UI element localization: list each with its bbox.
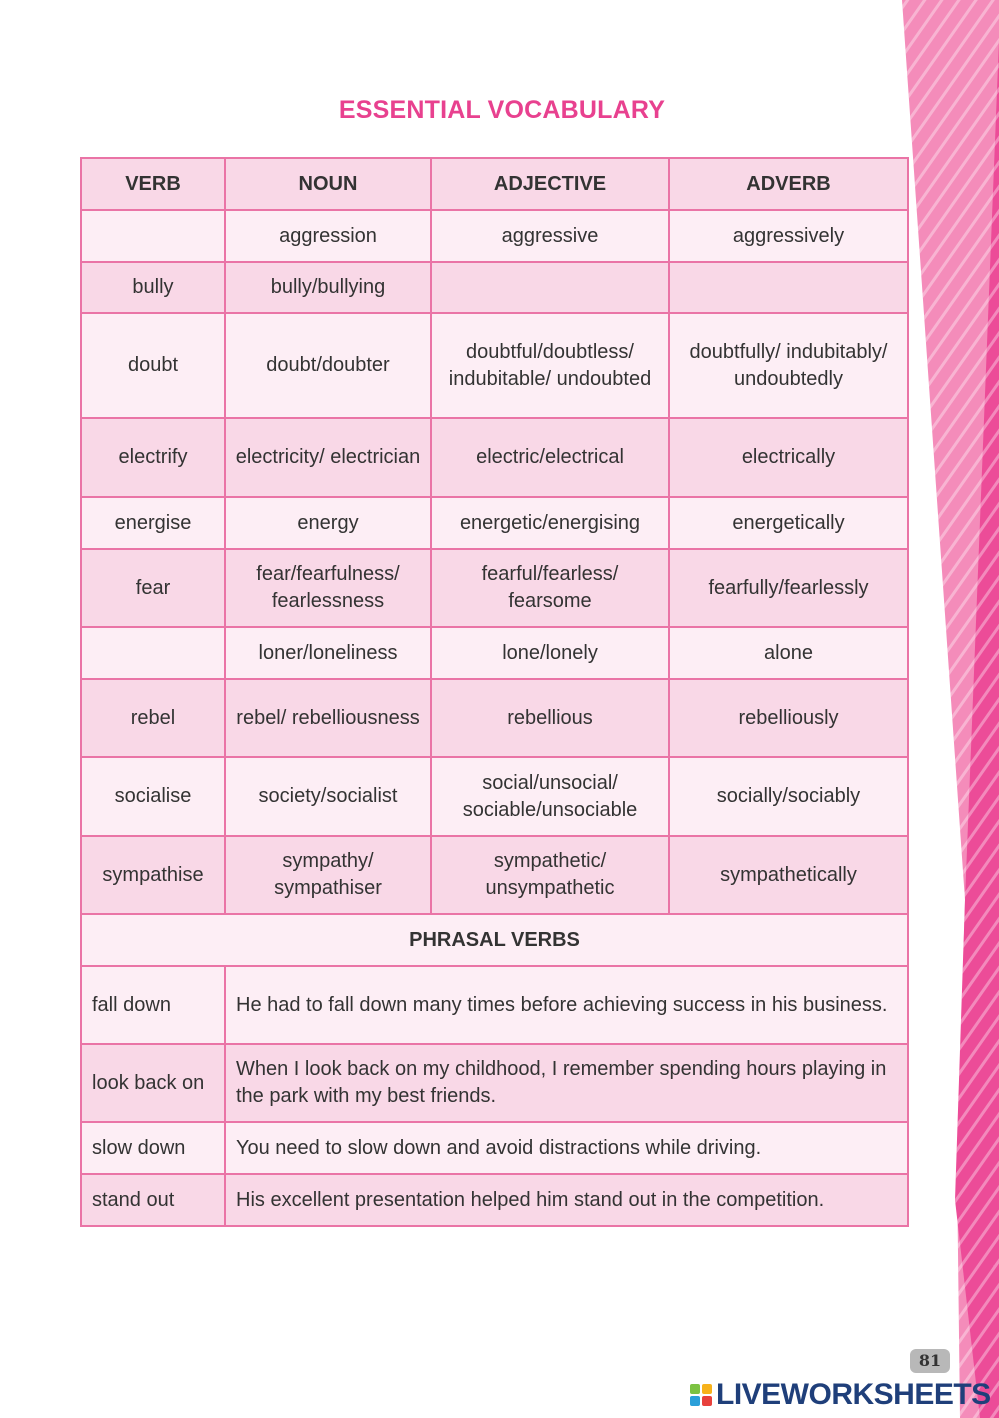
- example-sentence-cell: He had to fall down many times before achieving success in his business.: [225, 966, 908, 1044]
- phrasal-verb-cell: stand out: [81, 1174, 225, 1226]
- liveworksheets-logo: [690, 1378, 991, 1412]
- phrasal-row: [81, 1174, 908, 1226]
- noun-cell: bully/bullying: [225, 262, 431, 313]
- table-header-row: [81, 158, 908, 210]
- table-row: [81, 418, 908, 497]
- table-row: [81, 210, 908, 262]
- noun-cell: rebel/ rebelliousness: [225, 679, 431, 757]
- adjective-cell: doubtful/doubtless/ indubitable/ undoubted: [431, 313, 669, 418]
- adjective-cell: lone/lonely: [431, 627, 669, 679]
- column-header: ADVERB: [669, 158, 908, 210]
- noun-cell: aggression: [225, 210, 431, 262]
- adverb-cell: socially/sociably: [669, 757, 908, 836]
- column-header: ADJECTIVE: [431, 158, 669, 210]
- phrasal-verb-cell: slow down: [81, 1122, 225, 1174]
- vocabulary-table: [80, 157, 909, 1227]
- adverb-cell: fearfully/fearlessly: [669, 549, 908, 627]
- adverb-cell: aggressively: [669, 210, 908, 262]
- phrasal-header-row: [81, 914, 908, 966]
- verb-cell: fear: [81, 549, 225, 627]
- page-title: ESSENTIAL VOCABULARY: [338, 96, 666, 124]
- adjective-cell: energetic/energising: [431, 497, 669, 549]
- noun-cell: fear/fearfulness/ fearlessness: [225, 549, 431, 627]
- noun-cell: society/socialist: [225, 757, 431, 836]
- noun-cell: loner/loneliness: [225, 627, 431, 679]
- verb-cell: bully: [81, 262, 225, 313]
- noun-cell: doubt/doubter: [225, 313, 431, 418]
- noun-cell: electricity/ electrician: [225, 418, 431, 497]
- table-row: [81, 627, 908, 679]
- table-row: [81, 497, 908, 549]
- verb-cell: [81, 210, 225, 262]
- page-number: 81: [910, 1349, 950, 1373]
- verb-cell: electrify: [81, 418, 225, 497]
- verb-cell: energise: [81, 497, 225, 549]
- table-row: [81, 262, 908, 313]
- verb-cell: socialise: [81, 757, 225, 836]
- adverb-cell: alone: [669, 627, 908, 679]
- adverb-cell: rebelliously: [669, 679, 908, 757]
- column-header: VERB: [81, 158, 225, 210]
- verb-cell: sympathise: [81, 836, 225, 914]
- adjective-cell: sympathetic/ unsympathetic: [431, 836, 669, 914]
- phrasal-row: [81, 966, 908, 1044]
- table-row: [81, 836, 908, 914]
- noun-cell: energy: [225, 497, 431, 549]
- column-header: NOUN: [225, 158, 431, 210]
- noun-cell: sympathy/ sympathiser: [225, 836, 431, 914]
- adverb-cell: sympathetically: [669, 836, 908, 914]
- example-sentence-cell: When I look back on my childhood, I remember spending hours playing in the park with my best friends.: [225, 1044, 908, 1122]
- table-row: [81, 313, 908, 418]
- adverb-cell: [669, 262, 908, 313]
- phrasal-verb-cell: look back on: [81, 1044, 225, 1122]
- logo-text: LIVEWORKSHEETS: [716, 1378, 991, 1411]
- phrasal-row: [81, 1122, 908, 1174]
- example-sentence-cell: You need to slow down and avoid distractions while driving.: [225, 1122, 908, 1174]
- verb-cell: doubt: [81, 313, 225, 418]
- verb-cell: rebel: [81, 679, 225, 757]
- adjective-cell: aggressive: [431, 210, 669, 262]
- example-sentence-cell: His excellent presentation helped him stand out in the competition.: [225, 1174, 908, 1226]
- adjective-cell: social/unsocial/ sociable/unsociable: [431, 757, 669, 836]
- adverb-cell: electrically: [669, 418, 908, 497]
- adjective-cell: [431, 262, 669, 313]
- phrasal-row: [81, 1044, 908, 1122]
- adjective-cell: fearful/fearless/ fearsome: [431, 549, 669, 627]
- table-row: [81, 679, 908, 757]
- verb-cell: [81, 627, 225, 679]
- adjective-cell: rebellious: [431, 679, 669, 757]
- adverb-cell: energetically: [669, 497, 908, 549]
- logo-mark-icon: [690, 1384, 712, 1406]
- adjective-cell: electric/electrical: [431, 418, 669, 497]
- table-row: [81, 549, 908, 627]
- table-row: [81, 757, 908, 836]
- phrasal-verbs-heading: PHRASAL VERBS: [81, 914, 908, 966]
- adverb-cell: doubtfully/ indubitably/ undoubtedly: [669, 313, 908, 418]
- phrasal-verb-cell: fall down: [81, 966, 225, 1044]
